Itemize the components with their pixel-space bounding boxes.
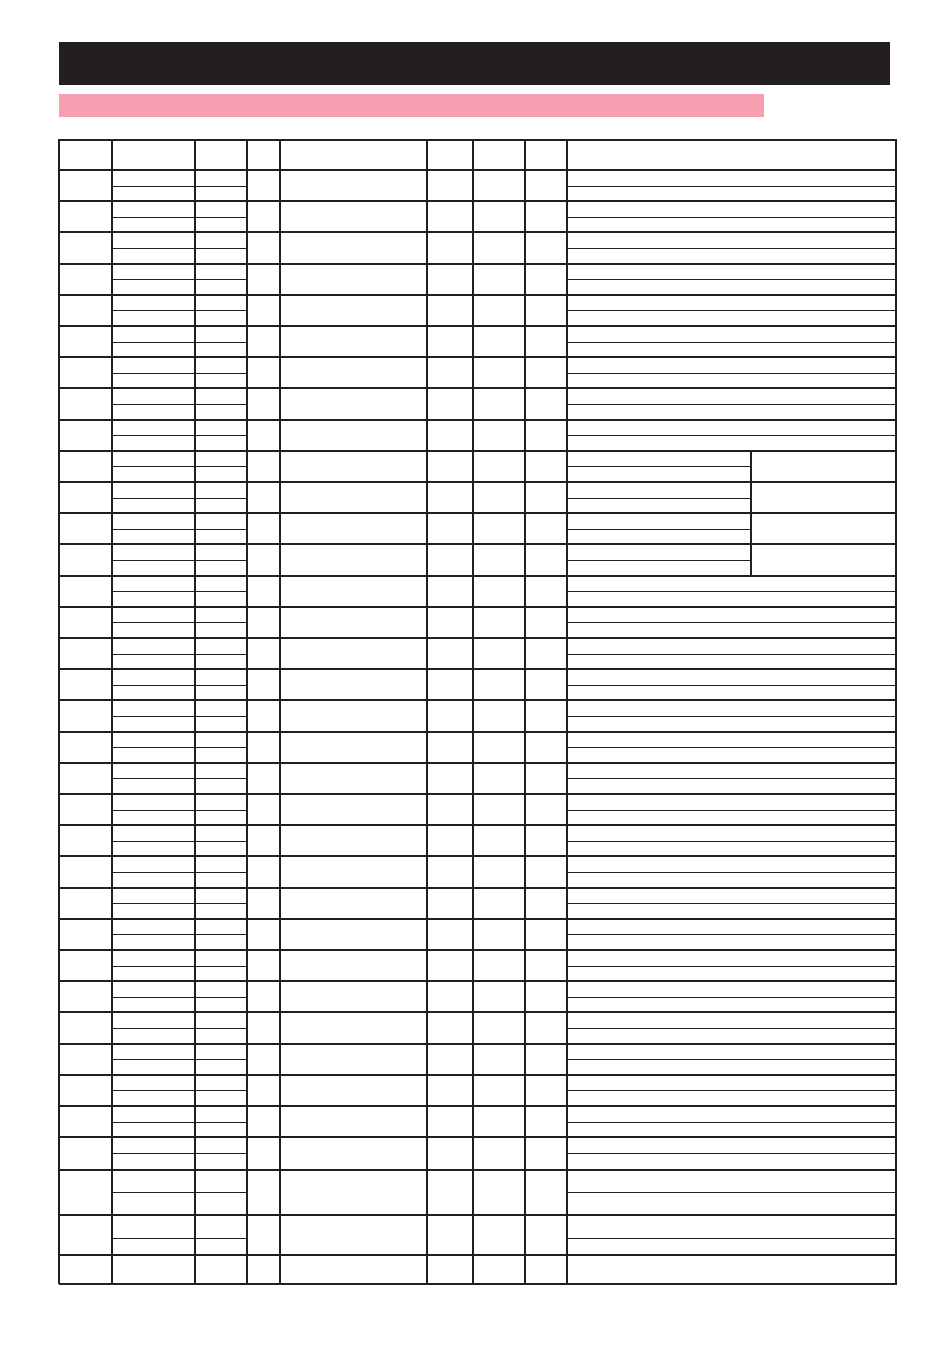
subrow-divider [566,934,896,935]
subrow-divider [111,872,246,873]
record-divider [59,450,896,452]
subrow-divider [111,716,246,717]
subrow-divider [566,217,896,218]
record-divider [59,231,896,233]
subrow-divider [111,1059,246,1060]
subrow-divider [566,685,896,686]
record-divider [59,512,896,514]
subrow-divider [111,560,246,561]
record-divider [59,1254,896,1256]
subrow-divider [111,997,246,998]
subrow-divider [566,404,896,405]
subrow-divider [111,1153,246,1154]
subrow-divider [111,1090,246,1091]
subrow-divider [566,1090,896,1091]
subrow-divider [566,747,896,748]
record-divider [59,1169,896,1171]
column-divider [524,139,526,1284]
record-divider [59,887,896,889]
subrow-divider [566,529,750,530]
record-divider [59,949,896,951]
subrow-divider [111,529,246,530]
subrow-divider [111,342,246,343]
record-divider [59,793,896,795]
subrow-divider [566,466,750,467]
subrow-divider [566,872,896,873]
record-divider [59,824,896,826]
table-border-top [59,139,896,141]
record-divider [59,543,896,545]
record-divider [59,387,896,389]
subrow-divider [111,248,246,249]
subrow-divider [111,404,246,405]
record-divider [59,575,896,577]
subrow-divider [566,248,896,249]
subrow-divider [566,279,896,280]
subrow-divider [111,654,246,655]
subrow-divider [566,186,896,187]
subrow-divider [111,622,246,623]
record-divider [59,1214,896,1216]
subrow-divider [111,685,246,686]
subrow-divider [566,342,896,343]
record-divider [59,1105,896,1107]
record-divider [59,606,896,608]
record-divider [59,356,896,358]
subrow-divider [566,310,896,311]
subrow-divider [111,841,246,842]
subrow-divider [566,1238,896,1239]
subrow-divider [566,966,896,967]
subrow-divider [566,1059,896,1060]
record-divider [59,855,896,857]
subrow-divider [566,903,896,904]
subrow-divider [111,466,246,467]
subrow-divider [111,1028,246,1029]
subrow-divider [111,747,246,748]
subrow-divider [566,841,896,842]
record-divider [59,419,896,421]
subrow-divider [111,591,246,592]
subrow-divider [566,997,896,998]
record-divider [59,980,896,982]
subrow-divider [566,373,896,374]
record-divider [59,1011,896,1013]
subrow-divider [111,778,246,779]
record-divider [59,762,896,764]
table-border-left [58,139,60,1284]
record-divider [59,637,896,639]
record-divider [59,1136,896,1138]
record-divider [59,481,896,483]
subrow-divider [566,1122,896,1123]
record-divider [59,263,896,265]
subrow-divider [566,810,896,811]
subrow-divider [111,966,246,967]
subrow-divider [566,654,896,655]
subrow-divider [111,934,246,935]
subrow-divider [566,716,896,717]
subrow-divider [566,1028,896,1029]
record-divider [59,699,896,701]
subrow-divider [111,1238,246,1239]
subrow-divider [111,186,246,187]
record-divider [59,294,896,296]
table-border-bottom [59,1283,896,1285]
subrow-divider [566,622,896,623]
record-divider [59,918,896,920]
header-divider [59,169,896,171]
subrow-divider [111,279,246,280]
column-divider [246,139,248,1284]
subrow-divider [566,1192,896,1193]
subrow-divider [566,591,896,592]
column-divider [426,139,428,1284]
subrow-divider [111,1192,246,1193]
subrow-divider [111,903,246,904]
subrow-divider [111,810,246,811]
record-divider [59,731,896,733]
record-divider [59,668,896,670]
subrow-divider [111,498,246,499]
subrow-divider [566,560,750,561]
record-divider [59,1043,896,1045]
subrow-divider [111,1122,246,1123]
subrow-divider [111,373,246,374]
subrow-divider [566,435,896,436]
column-divider [279,139,281,1284]
record-divider [59,200,896,202]
column-divider [472,139,474,1284]
subrow-divider [566,778,896,779]
subrow-divider [111,217,246,218]
record-divider [59,1074,896,1076]
subrow-divider [566,1153,896,1154]
subrow-divider [111,310,246,311]
subrow-divider [566,498,750,499]
record-divider [59,325,896,327]
subrow-divider [111,435,246,436]
